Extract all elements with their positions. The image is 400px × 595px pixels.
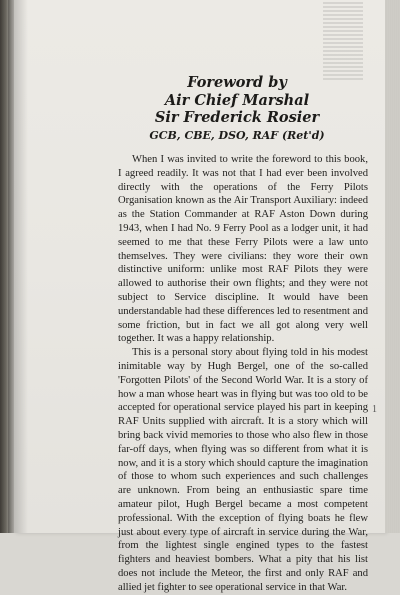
foreword-heading (132, 74, 342, 144)
heading-honours: GCB, CBE, DSO, RAF (Ret'd) (149, 128, 325, 142)
page-edges (385, 0, 400, 533)
heading-line-3: Sir Frederick Rosier (154, 109, 320, 126)
paragraph-2: This is a personal story about flying told in his modest inimitable way by Hugh Bergel, one of the so-called 'Forgotten Pilots' of the Second World War. It is a story of how a man whose heart was in flying but was too old to be accepted for operational service played his part in keeping RAF Units supplied with aircraft. It is a story which will bring back vivid memories to those who also flew in those far-off days, when flying was so different from what it is now, and it is a story which should capture the imagination of those to whom such experiences and such challenges are unknown. From being an enthusiastic spare time amateur pilot, Hugh Bergel became a most competent professional. With the exception of flying boats he flew just about every type of aircraft in service during the War, from the lightest single engined types to the fastest fighters and heaviest bombers. What a pity that his list does not include the Meteor, the first and only RAF and allied jet fighter to see operational service in that War. (118, 347, 368, 593)
heading-line-1: Foreword by (187, 74, 287, 91)
margin-mark: 1 (372, 404, 377, 415)
heading-line-2: Air Chief Marshal (164, 91, 310, 109)
foreword-body (118, 153, 368, 595)
paragraph-1: When I was invited to write the foreword to this book, I agreed readily. It was not that I had ever been involved directly with the operations of the Ferry Pilots Organisation known as the Air Transport Auxiliary: indeed as the Station Commander at RAF Aston Down during 1943, when I had No. 9 Ferry Pool as a lodger unit, it had seemed to me that these Ferry Pilots were a law unto themselves. They were civilians: they wore their own distinctive uniform: unlike most RAF Pilots they were allowed to authorise their own flights; and they were not subject to Service discipline. It would have been understandable had these differences led to resentment and some friction, but in fact we all got along very well together. It was a happy relationship. (118, 154, 368, 345)
binding-shadow (8, 0, 28, 533)
